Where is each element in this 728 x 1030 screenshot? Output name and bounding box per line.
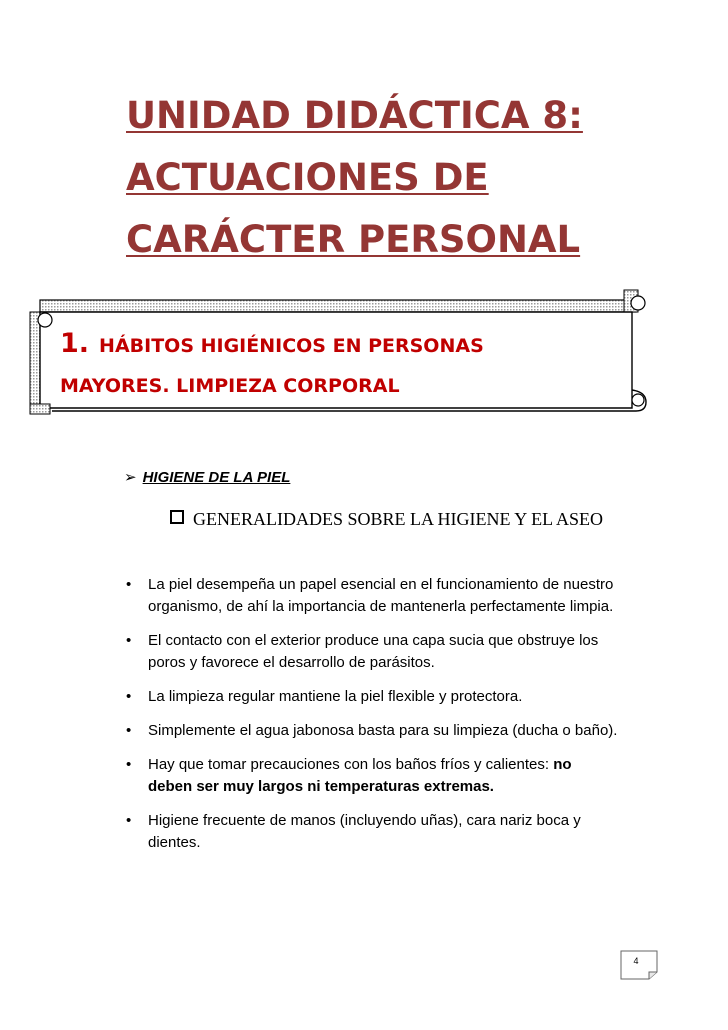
list-item-text: El contacto con el exterior produce una capa sucia que obstruye los poros y favorece el desarrollo de parásitos. [148,632,599,671]
list-item [118,686,618,708]
section-heading [60,324,620,406]
arrow-bullet-icon: ➢ [124,469,137,486]
title-line-3: CARÁCTER PERSONAL [126,218,581,261]
list-item [118,810,618,854]
list-item-text: La piel desempeña un papel esencial en el funcionamiento de nuestro organismo, de ahí la importancia de mantenerla perfectamente limpia. [148,576,614,615]
subsection-label-text: HIGIENE DE LA PIEL [142,469,291,486]
list-item-bold-text: no deben ser muy largos ni temperaturas extremas. [148,756,572,795]
title-line-1: UNIDAD DIDÁCTICA 8: [126,94,583,137]
bullet-dot-icon: • [126,812,132,829]
bullet-list [118,574,618,866]
list-item-text: Hay que tomar precauciones con los baños fríos y calientes: [148,756,554,773]
section-heading-part2: MAYORES. LIMPIEZA CORPORAL [60,375,400,397]
subsection-label [124,468,290,486]
list-item-text: Higiene frecuente de manos (incluyendo uñas), cara nariz boca y dientes. [148,812,581,851]
title-line-2: ACTUACIONES DE [126,156,489,199]
bullet-dot-icon: • [126,756,132,773]
list-item [118,574,618,618]
page-number-box [620,950,658,980]
bullet-dot-icon: • [126,722,132,739]
checkbox-bullet-icon [170,510,184,524]
subheading [170,507,610,531]
section-heading-part1: HÁBITOS HIGIÉNICOS EN PERSONAS [99,335,484,357]
list-item-text: Simplemente el agua jabonosa basta para su limpieza (ducha o baño). [148,722,618,739]
bullet-dot-icon: • [126,576,132,593]
section-number: 1. [60,328,90,359]
list-item-text: La limpieza regular mantiene la piel flexible y protectora. [148,688,523,705]
bullet-dot-icon: • [126,688,132,705]
subheading-text: GENERALIDADES SOBRE LA HIGIENE Y EL ASEO [193,509,603,529]
list-item [118,720,618,742]
page-number: 4 [633,956,639,966]
list-item [118,630,618,674]
bullet-dot-icon: • [126,632,132,649]
list-item [118,754,618,798]
